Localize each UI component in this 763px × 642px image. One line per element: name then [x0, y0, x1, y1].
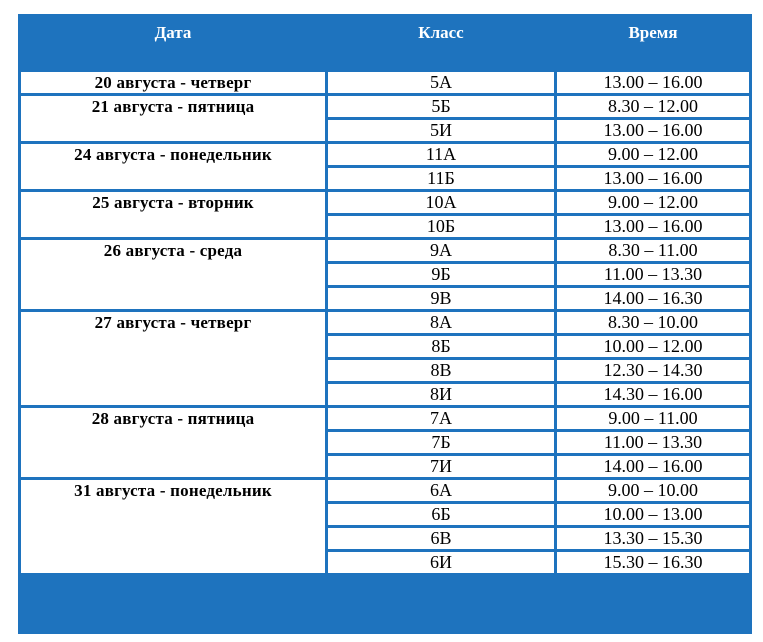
table-row	[21, 408, 749, 429]
time-cell: 11.00 – 13.30	[557, 264, 749, 285]
time-cell: 9.00 – 11.00	[557, 408, 749, 429]
time-cell: 14.00 – 16.00	[557, 456, 749, 477]
time-cell: 15.30 – 16.30	[557, 552, 749, 573]
header-row	[21, 17, 749, 69]
class-cell: 6И	[328, 552, 554, 573]
class-cell: 8И	[328, 384, 554, 405]
time-cell: 13.00 – 16.00	[557, 72, 749, 93]
time-cell: 14.30 – 16.00	[557, 384, 749, 405]
table-row	[21, 72, 749, 93]
time-cell: 8.30 – 11.00	[557, 240, 749, 261]
class-cell: 9А	[328, 240, 554, 261]
table-row	[21, 480, 749, 501]
schedule-body	[21, 72, 749, 573]
table-row	[21, 312, 749, 333]
table-row	[21, 192, 749, 213]
date-cell: 24 августа - понедельник	[21, 144, 325, 189]
date-cell: 27 августа - четверг	[21, 312, 325, 405]
time-cell: 8.30 – 12.00	[557, 96, 749, 117]
class-cell: 8Б	[328, 336, 554, 357]
table-row	[21, 240, 749, 261]
header-class: Класс	[328, 17, 554, 69]
schedule-sheet	[18, 14, 752, 634]
time-cell: 14.00 – 16.30	[557, 288, 749, 309]
date-cell: 31 августа - понедельник	[21, 480, 325, 573]
time-cell: 9.00 – 12.00	[557, 144, 749, 165]
header-date: Дата	[21, 17, 325, 69]
time-cell: 11.00 – 13.30	[557, 432, 749, 453]
header-time: Время	[557, 17, 749, 69]
date-cell: 28 августа - пятница	[21, 408, 325, 477]
class-cell: 7И	[328, 456, 554, 477]
date-cell: 21 августа - пятница	[21, 96, 325, 141]
class-cell: 7А	[328, 408, 554, 429]
class-cell: 11Б	[328, 168, 554, 189]
class-cell: 5А	[328, 72, 554, 93]
class-cell: 10А	[328, 192, 554, 213]
table-row	[21, 144, 749, 165]
class-cell: 6А	[328, 480, 554, 501]
time-cell: 13.30 – 15.30	[557, 528, 749, 549]
time-cell: 9.00 – 10.00	[557, 480, 749, 501]
date-cell: 26 августа - среда	[21, 240, 325, 309]
time-cell: 12.30 – 14.30	[557, 360, 749, 381]
class-cell: 5Б	[328, 96, 554, 117]
class-cell: 11А	[328, 144, 554, 165]
date-cell: 25 августа - вторник	[21, 192, 325, 237]
time-cell: 13.00 – 16.00	[557, 216, 749, 237]
time-cell: 9.00 – 12.00	[557, 192, 749, 213]
time-cell: 13.00 – 16.00	[557, 120, 749, 141]
class-cell: 7Б	[328, 432, 554, 453]
time-cell: 8.30 – 10.00	[557, 312, 749, 333]
class-cell: 9Б	[328, 264, 554, 285]
time-cell: 10.00 – 12.00	[557, 336, 749, 357]
time-cell: 13.00 – 16.00	[557, 168, 749, 189]
class-cell: 6В	[328, 528, 554, 549]
time-cell: 10.00 – 13.00	[557, 504, 749, 525]
schedule-table	[18, 14, 752, 576]
class-cell: 10Б	[328, 216, 554, 237]
table-row	[21, 96, 749, 117]
class-cell: 8В	[328, 360, 554, 381]
class-cell: 8А	[328, 312, 554, 333]
class-cell: 5И	[328, 120, 554, 141]
date-cell: 20 августа - четверг	[21, 72, 325, 93]
class-cell: 9В	[328, 288, 554, 309]
class-cell: 6Б	[328, 504, 554, 525]
